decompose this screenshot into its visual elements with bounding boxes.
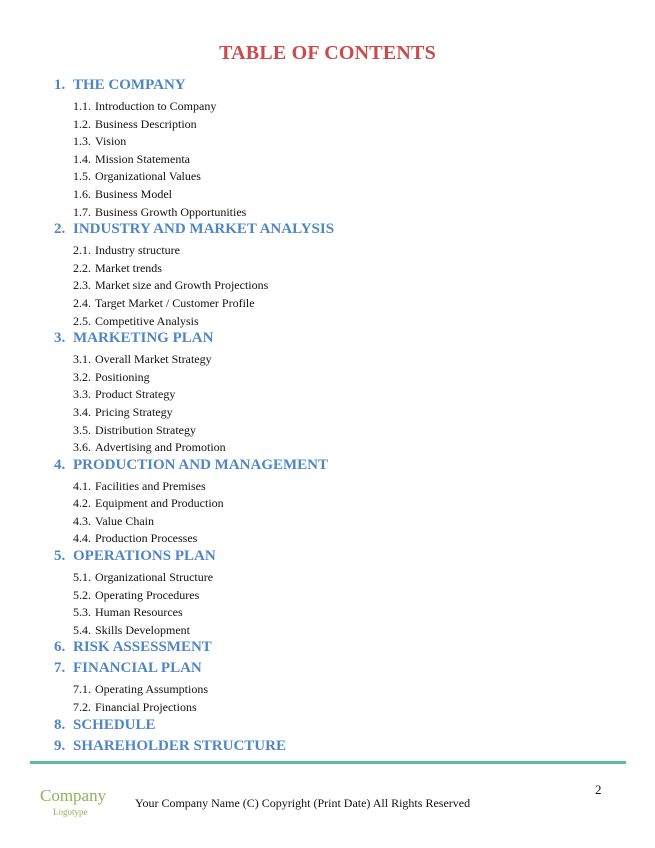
toc-section-heading[interactable]	[54, 457, 614, 478]
toc-subsection-item[interactable]	[73, 116, 614, 134]
subsection-number: 3.1.	[73, 352, 91, 367]
subsection-number: 2.3.	[73, 278, 91, 293]
toc-section-heading[interactable]	[54, 548, 614, 569]
subsection-label: Operating Procedures	[95, 587, 200, 602]
subsection-label: Business Description	[95, 116, 197, 131]
toc-subsection-item[interactable]	[73, 587, 614, 605]
section-title: SCHEDULE	[73, 716, 156, 733]
toc-section	[54, 457, 614, 548]
toc-subsection-item[interactable]	[73, 604, 614, 622]
toc-subsection-item[interactable]	[73, 404, 614, 422]
page-title: TABLE OF CONTENTS	[219, 42, 436, 64]
subsection-label: Organizational Structure	[95, 570, 214, 585]
subsection-label: Pricing Strategy	[95, 404, 173, 419]
toc-section	[54, 660, 614, 716]
subsection-label: Value Chain	[95, 513, 154, 528]
toc-subsection-item[interactable]	[73, 260, 614, 278]
section-title: PRODUCTION AND MANAGEMENT	[73, 456, 328, 473]
section-title: SHAREHOLDER STRUCTURE	[73, 737, 286, 754]
subsection-number: 1.5.	[73, 169, 91, 184]
toc-subsection-item[interactable]	[73, 186, 614, 204]
toc-subsection-item[interactable]	[73, 151, 614, 169]
section-title: THE COMPANY	[73, 77, 186, 93]
section-title: FINANCIAL PLAN	[73, 660, 202, 677]
toc-subsection-item[interactable]	[73, 242, 614, 260]
subsection-label: Financial Projections	[95, 700, 197, 715]
subsection-label: Market trends	[95, 260, 162, 275]
section-number: 4.	[54, 456, 66, 473]
subsection-label: Product Strategy	[95, 387, 176, 402]
toc-section	[54, 221, 614, 330]
page-number: 2	[595, 782, 602, 797]
subsection-label: Distribution Strategy	[95, 422, 196, 437]
subsection-number: 2.2.	[73, 260, 91, 275]
subsection-number: 1.4.	[73, 151, 91, 166]
section-title: INDUSTRY AND MARKET ANALYSIS	[73, 221, 335, 238]
company-logo-subtitle: Logotype	[53, 807, 88, 817]
section-number: 1.	[54, 77, 66, 93]
subsection-label: Operating Assumptions	[95, 682, 208, 697]
toc-subsection-item[interactable]	[73, 530, 614, 548]
subsection-number: 3.5.	[73, 422, 91, 437]
subsection-label: Human Resources	[95, 605, 183, 620]
subsection-number: 5.1.	[73, 570, 91, 585]
toc-section	[54, 548, 614, 639]
toc-subsection-item[interactable]	[73, 439, 614, 457]
toc-subsection-item[interactable]	[73, 168, 614, 186]
section-number: 8.	[54, 716, 66, 733]
subsection-label: Business Model	[95, 186, 173, 201]
toc-subsection-item[interactable]	[73, 513, 614, 531]
toc-section	[54, 639, 614, 660]
section-title: OPERATIONS PLAN	[73, 548, 216, 565]
subsection-label: Market size and Growth Projections	[95, 278, 269, 293]
subsection-number: 3.2.	[73, 369, 91, 384]
toc-section-heading[interactable]	[54, 77, 614, 98]
subsection-number: 2.4.	[73, 295, 91, 310]
toc-section	[54, 77, 614, 221]
toc-subsection-item[interactable]	[73, 386, 614, 404]
section-title: RISK ASSESSMENT	[73, 639, 212, 656]
subsection-number: 4.1.	[73, 478, 91, 493]
subsection-number: 5.2.	[73, 587, 91, 602]
subsection-number: 5.4.	[73, 622, 91, 637]
subsection-number: 1.3.	[73, 134, 91, 149]
subsection-label: Introduction to Company	[95, 99, 217, 113]
subsection-number: 3.4.	[73, 404, 91, 419]
toc-section	[54, 330, 614, 457]
toc-subsection-item[interactable]	[73, 295, 614, 313]
toc-section-heading[interactable]	[54, 738, 614, 759]
toc-subsection-item[interactable]	[73, 277, 614, 295]
section-number: 7.	[54, 660, 66, 677]
subsection-label: Target Market / Customer Profile	[95, 295, 255, 310]
toc-section-heading[interactable]	[54, 660, 614, 681]
subsection-number: 1.1.	[73, 99, 91, 113]
subsection-number: 7.1.	[73, 682, 91, 697]
subsection-label: Production Processes	[95, 531, 198, 546]
subsection-number: 1.7.	[73, 204, 91, 219]
subsection-label: Mission Statementa	[95, 151, 190, 166]
subsection-number: 3.6.	[73, 440, 91, 455]
toc-subsection-item[interactable]	[73, 569, 614, 587]
footer-divider	[30, 761, 626, 764]
subsection-number: 3.3.	[73, 387, 91, 402]
subsection-label: Vision	[95, 134, 127, 149]
toc-subsection-item[interactable]	[73, 622, 614, 640]
toc-subsection-item[interactable]	[73, 495, 614, 513]
subsection-label: Skills Development	[95, 622, 190, 637]
toc-subsection-item[interactable]	[73, 369, 614, 387]
toc-section-heading[interactable]	[54, 717, 614, 738]
subsection-number: 2.5.	[73, 313, 91, 328]
subsection-number: 1.6.	[73, 186, 91, 201]
toc-section-heading[interactable]	[54, 330, 614, 351]
subsection-label: Industry structure	[95, 243, 180, 258]
subsection-label: Equipment and Production	[95, 496, 224, 511]
subsection-label: Facilities and Premises	[95, 478, 206, 493]
subsection-number: 4.2.	[73, 496, 91, 511]
toc-subsection-item[interactable]	[73, 98, 614, 116]
toc-subsection-item[interactable]	[73, 681, 614, 699]
section-number: 9.	[54, 737, 66, 754]
subsection-label: Organizational Values	[95, 169, 201, 184]
toc-subsection-item[interactable]	[73, 313, 614, 331]
subsection-label: Advertising and Promotion	[95, 440, 226, 455]
toc-subsection-item[interactable]	[73, 699, 614, 717]
subsection-number: 1.2.	[73, 116, 91, 131]
section-number: 3.	[54, 330, 66, 347]
subsection-label: Competitive Analysis	[95, 313, 199, 328]
toc-subsection-item[interactable]	[73, 351, 614, 369]
section-number: 2.	[54, 221, 66, 238]
subsection-number: 2.1.	[73, 243, 91, 258]
subsection-number: 5.3.	[73, 605, 91, 620]
company-logo-name: Company	[40, 786, 107, 805]
section-number: 6.	[54, 639, 66, 656]
subsection-label: Overall Market Strategy	[95, 352, 212, 367]
table-of-contents	[54, 77, 614, 759]
toc-subsection-item[interactable]	[73, 133, 614, 151]
subsection-number: 4.4.	[73, 531, 91, 546]
toc-subsection-item[interactable]	[73, 204, 614, 222]
subsection-number: 7.2.	[73, 700, 91, 715]
toc-section	[54, 717, 614, 738]
section-number: 5.	[54, 548, 66, 565]
subsection-number: 4.3.	[73, 513, 91, 528]
subsection-label: Business Growth Opportunities	[95, 204, 247, 219]
toc-section	[54, 738, 614, 759]
copyright-notice: Your Company Name (C) Copyright (Print Date) All Rights Reserved	[135, 796, 471, 810]
subsection-label: Positioning	[95, 369, 150, 384]
toc-subsection-item[interactable]	[73, 422, 614, 440]
section-title: MARKETING PLAN	[73, 330, 214, 347]
toc-section-heading[interactable]	[54, 639, 614, 660]
toc-subsection-item[interactable]	[73, 478, 614, 496]
toc-section-heading[interactable]	[54, 221, 614, 242]
